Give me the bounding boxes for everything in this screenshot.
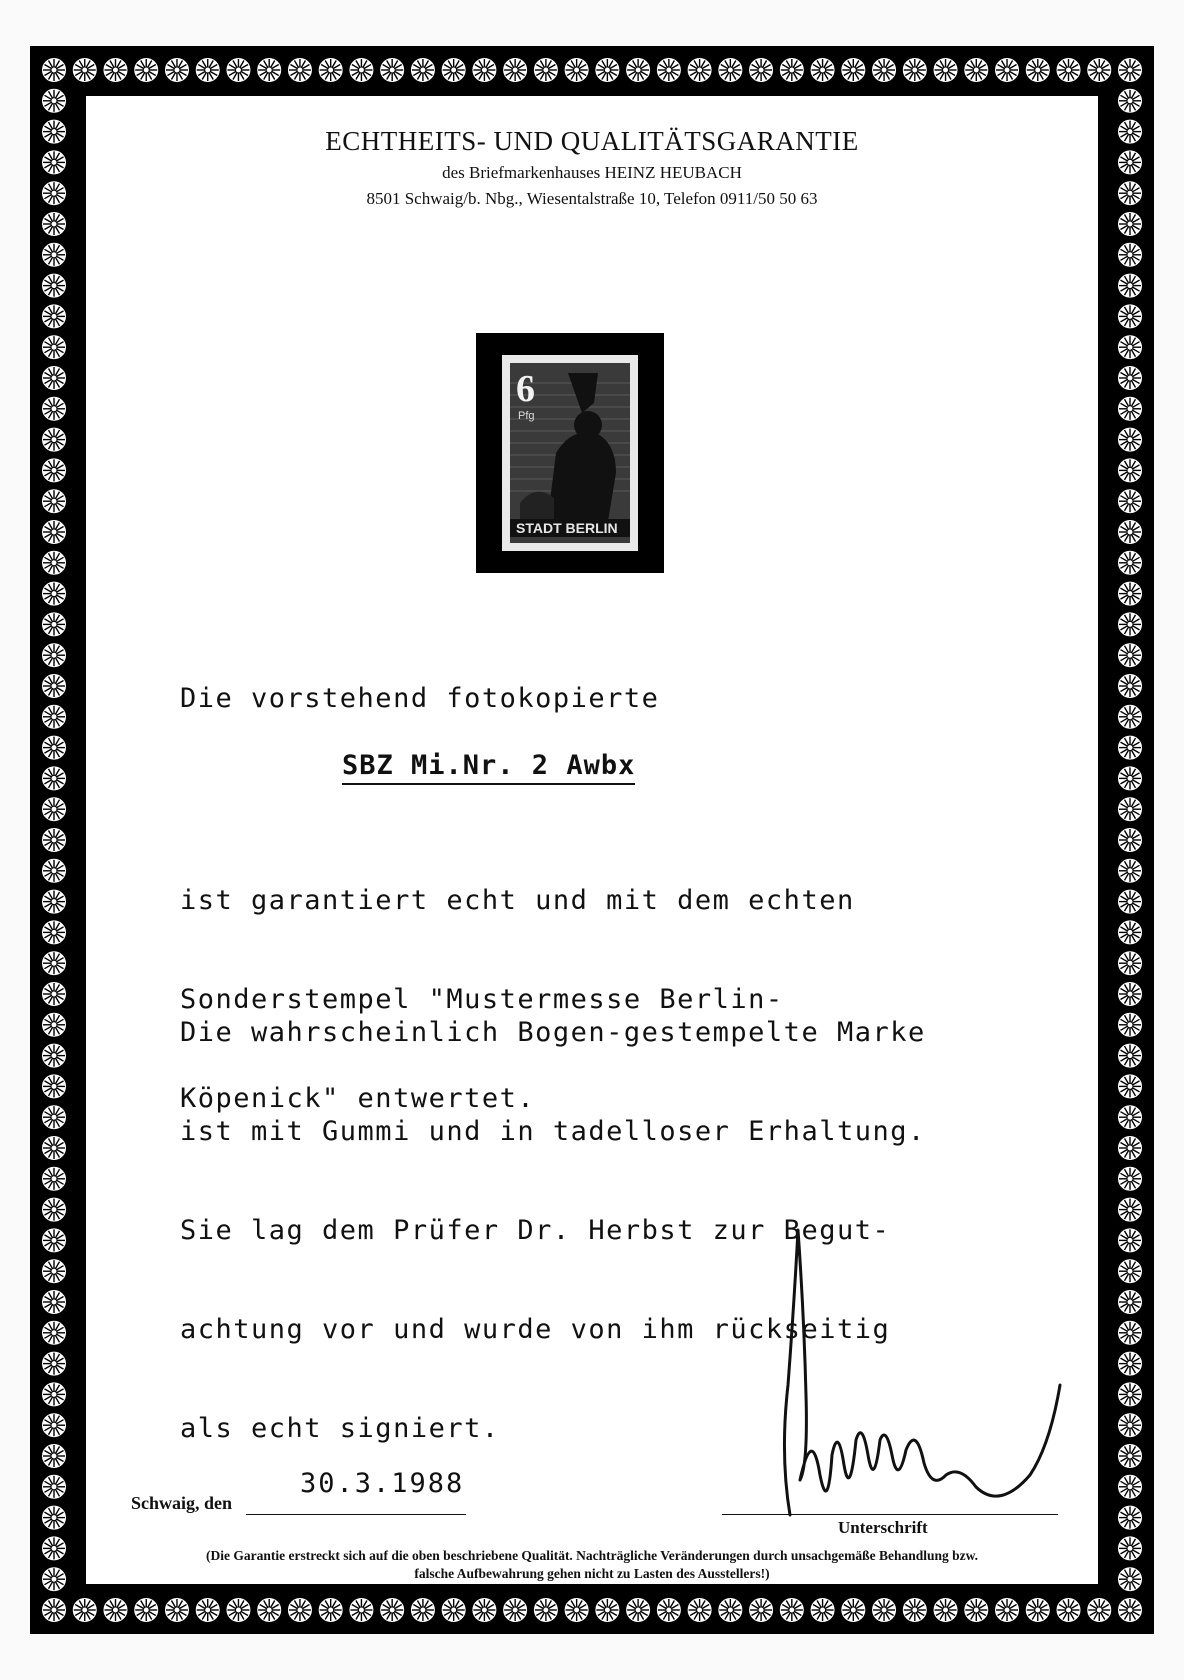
stamp-value: 6 [516,368,535,410]
rosette-ornament [533,57,559,83]
signature-underline [722,1514,1058,1515]
rosette-ornament [1117,673,1143,699]
rosette-ornament [410,57,436,83]
rosette-ornament [1117,889,1143,915]
rosette-ornament [41,796,67,822]
rosette-ornament [1117,1474,1143,1500]
rosette-ornament [225,1597,251,1623]
rosette-ornament [1117,1597,1143,1623]
rosette-ornament [994,57,1020,83]
rosette-ornament [1117,488,1143,514]
rosette-ornament [1117,611,1143,637]
rosette-ornament [41,365,67,391]
rosette-ornament [1117,1289,1143,1315]
rosette-ornament [379,1597,405,1623]
rosette-ornament [1117,1258,1143,1284]
rosette-ornament [1117,950,1143,976]
rosette-ornament [1117,1043,1143,1069]
rosette-ornament [656,1597,682,1623]
rosette-ornament [41,519,67,545]
rosette-ornament [533,1597,559,1623]
rosette-ornament [41,1289,67,1315]
rosette-ornament [810,1597,836,1623]
rosette-ornament [594,57,620,83]
rosette-ornament [1117,396,1143,422]
rosette-ornament [225,57,251,83]
rosette-ornament [687,1597,713,1623]
rosette-ornament [1117,919,1143,945]
rosette-ornament [1117,704,1143,730]
rosette-ornament [164,57,190,83]
rosette-ornament [41,242,67,268]
rosette-ornament [41,673,67,699]
rosette-ornament [41,642,67,668]
rosette-ornament [41,457,67,483]
rosette-ornament [1086,57,1112,83]
rosette-ornament [994,1597,1020,1623]
rosette-ornament [1117,57,1143,83]
rosette-ornament [164,1597,190,1623]
rosette-ornament [348,1597,374,1623]
rosette-ornament [441,1597,467,1623]
rosette-ornament [41,1381,67,1407]
rosette-ornament [748,1597,774,1623]
rosette-ornament [41,1197,67,1223]
place-label: Schwaig, den [131,1493,233,1513]
rosette-ornament [1117,211,1143,237]
rosette-ornament [471,57,497,83]
rosette-ornament [256,1597,282,1623]
paragraph-line: Die wahrscheinlich Bogen-gestempelte Marke [180,1017,926,1048]
paragraph-line: achtung vor und wurde von ihm rückseitig [180,1314,891,1345]
rosette-ornament [41,427,67,453]
rosette-ornament [502,1597,528,1623]
rosette-ornament [41,1073,67,1099]
rosette-ornament [933,57,959,83]
rosette-ornament [133,1597,159,1623]
rosette-ornament [41,396,67,422]
rosette-ornament [318,57,344,83]
rosette-ornament [41,1043,67,1069]
rosette-ornament [287,1597,313,1623]
rosette-ornament [256,57,282,83]
rosette-ornament [471,1597,497,1623]
paragraph-line: ist garantiert echt und mit dem echten [180,885,855,916]
handwritten-signature [760,1225,1080,1535]
rosette-ornament [41,1258,67,1284]
rosette-ornament [1117,1166,1143,1192]
paragraph-line: Sie lag dem Prüfer Dr. Herbst zur Begut- [180,1215,891,1246]
rosette-ornament [195,1597,221,1623]
paragraph-line: ist mit Gummi und in tadelloser Erhaltung. [180,1116,926,1147]
rosette-ornament [1056,1597,1082,1623]
rosette-ornament [963,1597,989,1623]
rosette-ornament [348,57,374,83]
rosette-ornament [41,334,67,360]
rosette-ornament [41,858,67,884]
rosette-ornament [287,57,313,83]
disclaimer-footer [120,1547,1064,1583]
rosette-ornament [441,57,467,83]
paragraph-line: als echt signiert. [180,1413,500,1444]
rosette-ornament [1117,365,1143,391]
rosette-ornament [1117,519,1143,545]
rosette-ornament [1117,1320,1143,1346]
rosette-ornament [41,57,67,83]
rosette-ornament [41,889,67,915]
rosette-ornament [41,1104,67,1130]
rosette-ornament [779,1597,805,1623]
rosette-ornament [41,1597,67,1623]
rosette-ornament [1117,827,1143,853]
rosette-ornament [1117,334,1143,360]
rosette-ornament [41,1012,67,1038]
rosette-ornament [687,57,713,83]
rosette-ornament [1117,1412,1143,1438]
address-line: 8501 Schwaig/b. Nbg., Wiesentalstraße 10, Telefon 0911/50 50 63 [366,189,818,208]
certificate-header [0,126,1184,209]
rosette-ornament [625,57,651,83]
rosette-ornament [963,57,989,83]
rosette-ornament [1117,981,1143,1007]
rosette-ornament [41,735,67,761]
rosette-ornament [41,88,67,114]
rosette-ornament [1117,858,1143,884]
rosette-ornament [1117,1443,1143,1469]
rosette-ornament [41,1443,67,1469]
rosette-ornament [564,1597,590,1623]
rosette-ornament [41,765,67,791]
rosette-ornament [1056,57,1082,83]
rosette-ornament [1117,1197,1143,1223]
rosette-ornament [1117,273,1143,299]
rosette-ornament [1117,642,1143,668]
stamp-inscription: STADT BERLIN [516,520,618,536]
rosette-ornament [1117,457,1143,483]
stamp-designation: SBZ Mi.Nr. 2 Awbx [342,750,635,785]
rosette-ornament [902,1597,928,1623]
rosette-ornament [41,1351,67,1377]
rosette-ornament [810,57,836,83]
rosette-ornament [41,581,67,607]
rosette-ornament [1117,1104,1143,1130]
issuer-line: des Briefmarkenhauses HEINZ HEUBACH [442,163,742,182]
rosette-ornament [41,981,67,1007]
rosette-ornament [625,1597,651,1623]
rosette-ornament [318,1597,344,1623]
intro-text: Die vorstehend fotokopierte [180,683,660,714]
rosette-ornament [41,550,67,576]
rosette-ornament [41,827,67,853]
rosette-ornament [1117,1073,1143,1099]
rosette-ornament [72,1597,98,1623]
rosette-ornament [1117,1351,1143,1377]
rosette-ornament [564,57,590,83]
rosette-ornament [1117,1566,1143,1592]
date-underline [246,1514,466,1515]
rosette-ornament [748,57,774,83]
rosette-ornament [41,1166,67,1192]
rosette-ornament [1117,550,1143,576]
rosette-ornament [1117,303,1143,329]
rosette-ornament [195,57,221,83]
rosette-ornament [41,303,67,329]
rosette-ornament [1117,765,1143,791]
rosette-ornament [656,57,682,83]
rosette-ornament [102,1597,128,1623]
rosette-ornament [41,611,67,637]
rosette-ornament [72,57,98,83]
rosette-ornament [41,1135,67,1161]
rosette-ornament [933,1597,959,1623]
rosette-ornament [902,57,928,83]
certificate-title: ECHTHEITS- UND QUALITÄTSGARANTIE [325,126,859,156]
rosette-ornament [41,1412,67,1438]
rosette-ornament [1025,1597,1051,1623]
rosette-ornament [1117,735,1143,761]
rosette-ornament [102,57,128,83]
stamp-photo [476,333,664,573]
rosette-ornament [1117,88,1143,114]
rosette-ornament [1117,581,1143,607]
rosette-ornament [1117,1012,1143,1038]
disclaimer-line: falsche Aufbewahrung gehen nicht zu Lasten des Ausstellers!) [414,1566,770,1581]
rosette-ornament [717,1597,743,1623]
rosette-ornament [41,1566,67,1592]
rosette-ornament [1117,1381,1143,1407]
stamp-currency: Pfg [518,410,535,422]
rosette-ornament [1117,427,1143,453]
rosette-ornament [594,1597,620,1623]
disclaimer-line: (Die Garantie erstreckt sich auf die oben beschriebene Qualität. Nachträgliche Veränderungen durch unsachgemäße Behandlung bzw. [205,1548,978,1563]
rosette-ornament [41,1505,67,1531]
rosette-ornament [717,57,743,83]
rosette-ornament [41,1227,67,1253]
rosette-ornament [871,1597,897,1623]
rosette-ornament [41,273,67,299]
signature-label: Unterschrift [838,1518,928,1537]
rosette-ornament [840,1597,866,1623]
rosette-ornament [1025,57,1051,83]
rosette-ornament [410,1597,436,1623]
rosette-ornament [41,1474,67,1500]
rosette-ornament [1117,1535,1143,1561]
rosette-ornament [41,1320,67,1346]
paragraph-line: Sonderstempel "Mustermesse Berlin- [180,984,784,1015]
rosette-ornament [41,950,67,976]
rosette-ornament [1117,1135,1143,1161]
rosette-ornament [871,57,897,83]
rosette-ornament [41,704,67,730]
rosette-ornament [41,211,67,237]
rosette-ornament [502,57,528,83]
rosette-ornament [1117,1505,1143,1531]
rosette-ornament [840,57,866,83]
rosette-ornament [41,1535,67,1561]
issue-date: 30.3.1988 [300,1468,465,1499]
rosette-ornament [779,57,805,83]
rosette-ornament [41,488,67,514]
rosette-ornament [379,57,405,83]
rosette-ornament [41,919,67,945]
rosette-ornament [1117,242,1143,268]
paragraph-line: Köpenick" entwertet. [180,1083,536,1114]
rosette-ornament [133,57,159,83]
rosette-ornament [1117,796,1143,822]
rosette-ornament [1117,1227,1143,1253]
rosette-ornament [1086,1597,1112,1623]
